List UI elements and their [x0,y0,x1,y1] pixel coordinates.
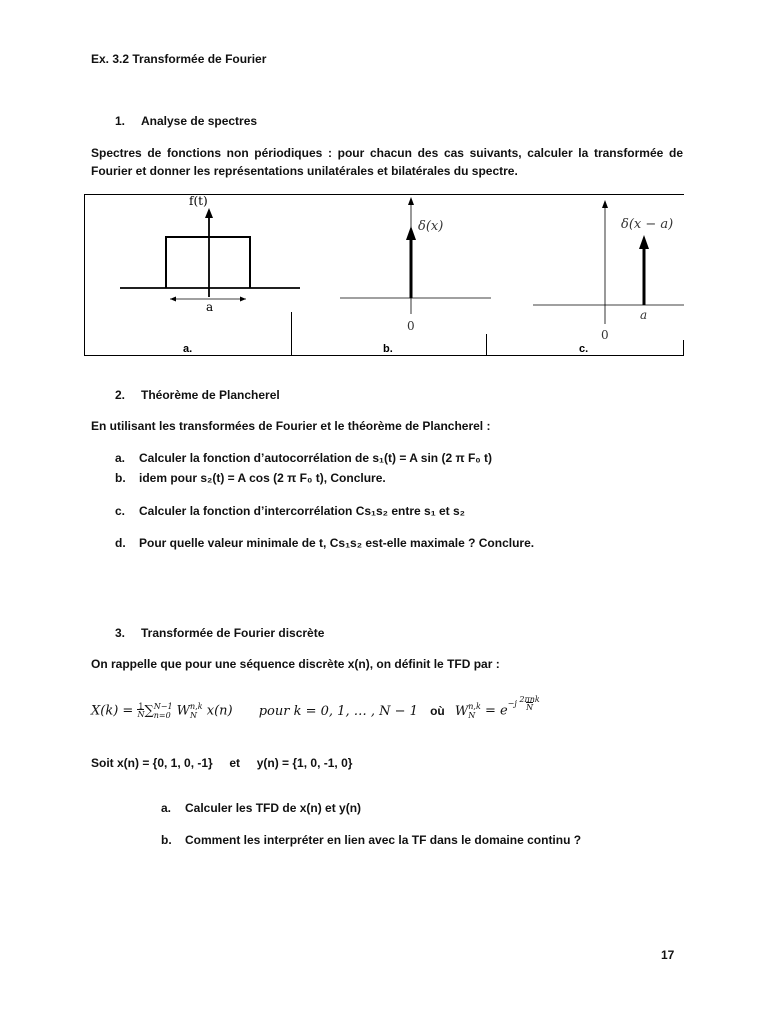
sum-icon: ∑ [144,703,154,719]
section-3-number: 3. [115,626,126,640]
equation-w2: W [454,703,469,719]
w-indices: n,k N [190,702,203,720]
w2-indices: n,k N [468,702,481,720]
exercise-title: Ex. 3.2 Transformée de Fourier [91,52,267,66]
item-label: b. [115,471,126,485]
equation-ou: où [430,703,445,718]
section-3-title: Transformée de Fourier discrète [141,626,325,640]
panel-c-shifted-dirac [533,200,684,355]
panel-a-rect-pulse [166,237,250,288]
equation-w-def: = e [484,703,508,719]
section-1-heading [115,114,257,128]
page-number: 17 [661,948,675,962]
equation-x: x(n) [206,703,233,719]
panel-c-caption: c. [579,343,589,355]
section-2-item-c [115,504,465,518]
section-2-item-a [115,451,492,465]
equation-fraction: 1 N [137,702,145,719]
item-text: Calculer la fonction d’intercorrélation Cs₁s₂ entre s₁ et s₂ [139,504,466,518]
item-text: idem pour s₂(t) = A cos (2 π F₀ t), Conclure. [139,471,386,485]
panel-a-width-arrow-right-icon [240,297,246,302]
spectra-figure-svg [84,194,684,356]
section-2-title: Théorème de Plancherel [141,388,280,402]
item-label: a. [161,801,172,815]
section-2-intro: En utilisant les transformées de Fourier et le théorème de Plancherel : [91,419,491,433]
section-2-item-b [115,471,386,485]
equation-condition: pour k = 0, 1, … , N − 1 [258,703,418,719]
section-3-intro: On rappelle que pour une séquence discrète x(n), on définit le TFD par : [91,657,500,671]
panel-b-y-arrow-icon [408,197,414,205]
panel-b-caption: b. [383,343,393,355]
item-label: c. [115,504,126,518]
panel-b-label: δ(x) [418,219,444,234]
spectra-figure [84,194,684,356]
section-2-number: 2. [115,388,126,402]
item-text: Calculer les TFD de x(n) et y(n) [185,801,362,815]
section-2-item-d [115,536,534,550]
panel-b-origin: 0 [407,319,415,333]
panel-c-label: δ(x − a) [621,217,674,232]
section-1-paragraph: Spectres de fonctions non périodiques : pour chacun des cas suivants, calculer la transformée de Fourier et donner les représentations unilatérales et bilatérales du spectre. [91,146,683,178]
panel-a-caption: a. [183,343,193,355]
panel-a-ylabel: f(t) [189,194,208,208]
exponent: −j 2πnk N [507,695,540,712]
item-text: Pour quelle valeur minimale de t, Cs₁s₂ est-elle maximale ? Conclure. [139,536,535,550]
item-label: b. [161,833,172,847]
panel-c-origin: 0 [601,328,609,342]
panel-a-y-arrow-icon [205,208,213,218]
section-3-heading [115,626,324,640]
panel-c-impulse-arrow-icon [639,235,649,249]
panel-a-width-label: a [206,300,214,314]
panel-b-dirac [340,197,491,355]
equation-lhs: X(k) = [91,703,134,719]
section-1-number: 1. [115,114,126,128]
tfd-equation [91,695,540,720]
section-3-item-b [161,833,581,847]
panel-a-width-arrow-left-icon [170,297,176,302]
section-1-title: Analyse de spectres [141,114,258,128]
panel-a-rect-function [120,194,300,355]
panel-c-shift-label: a [640,308,648,322]
section-3-item-a [161,801,361,815]
item-label: d. [115,536,126,550]
item-text: Comment les interpréter en lien avec la TF dans le domaine continu ? [185,833,582,847]
item-text: Calculer la fonction d’autocorrélation de s₁(t) = A sin (2 π F₀ t) [139,451,493,465]
section-2-heading [115,388,280,402]
item-label: a. [115,451,126,465]
equation-w: W [176,703,191,719]
sequences-definition: Soit x(n) = {0, 1, 0, -1} et y(n) = {1, 0, -1, 0} [91,756,353,770]
panel-b-impulse-arrow-icon [406,226,416,240]
sum-limits: N−1 n=0 [153,702,173,720]
panel-c-y-arrow-icon [602,200,608,208]
